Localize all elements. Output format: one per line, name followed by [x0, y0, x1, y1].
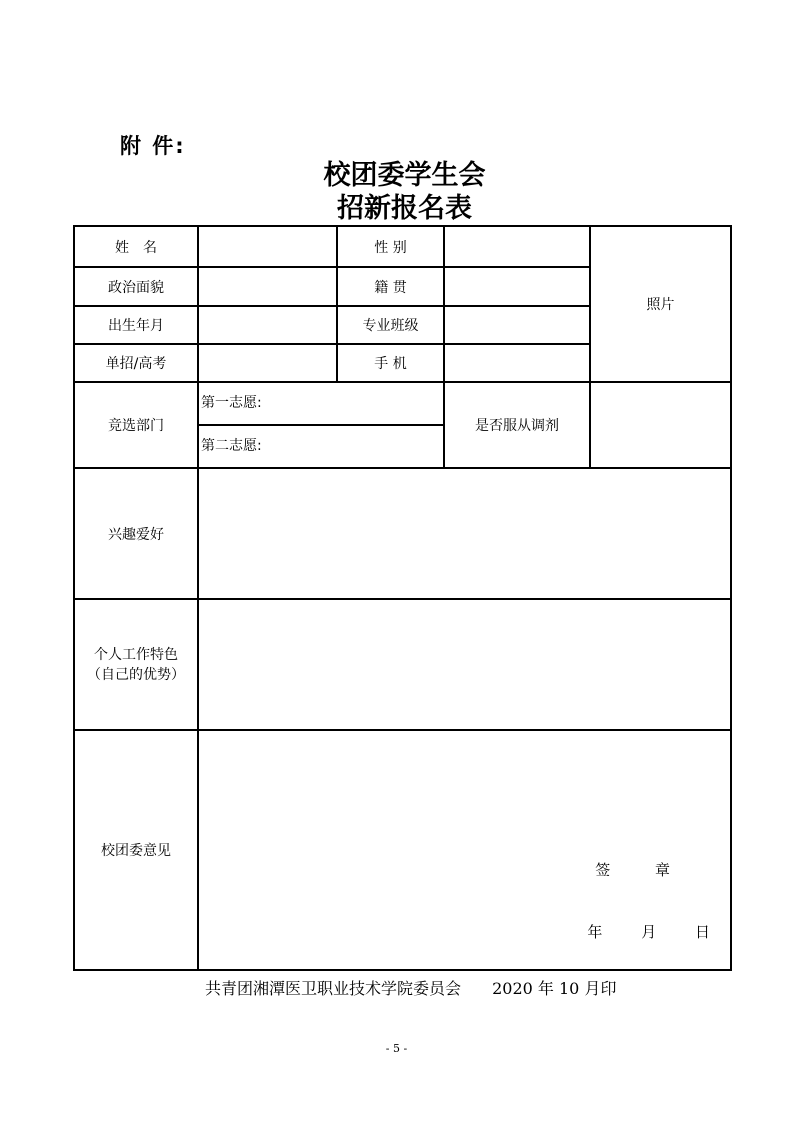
photo-box[interactable] — [590, 226, 731, 382]
seal-label: 签 章 — [595, 861, 690, 879]
adjust-label: 是否服从调剂 — [444, 382, 590, 468]
work-feature-label — [74, 599, 198, 730]
registration-form — [73, 225, 730, 967]
attachment-label: 附 件: — [120, 134, 186, 158]
first-choice-label: 第一志愿: — [201, 395, 262, 411]
work-feature-label-line1: 个人工作特色 — [94, 646, 178, 663]
second-choice-field[interactable] — [199, 426, 443, 467]
committee-opinion-label: 校团委意见 — [74, 730, 198, 970]
major-class-field[interactable] — [444, 306, 590, 344]
native-place-label: 籍 贯 — [337, 267, 444, 306]
date-year-label: 年 — [587, 923, 603, 941]
form-title-line1: 校团委学生会 — [323, 160, 486, 191]
native-place-field[interactable] — [444, 267, 590, 306]
gender-label: 性 别 — [337, 226, 444, 267]
phone-field[interactable] — [444, 344, 590, 382]
first-choice-field[interactable] — [199, 383, 443, 426]
name-label: 姓 名 — [74, 226, 198, 267]
department-label: 竞选部门 — [74, 382, 198, 468]
footer — [205, 976, 616, 999]
committee-opinion-field[interactable] — [198, 730, 731, 970]
work-feature-field[interactable] — [198, 599, 731, 730]
hobby-label: 兴趣爱好 — [74, 468, 198, 599]
footer-organization: 共青团湘潭医卫职业技术学院委员会 — [205, 979, 462, 998]
form-title-line2: 招新报名表 — [337, 193, 472, 224]
footer-print-date: 2020 年 10 月印 — [492, 979, 617, 998]
name-field[interactable] — [198, 226, 337, 267]
admission-type-field[interactable] — [198, 344, 337, 382]
major-class-label: 专业班级 — [337, 306, 444, 344]
date-day-label: 日 — [694, 923, 710, 941]
politics-label: 政治面貌 — [74, 267, 198, 306]
phone-label: 手 机 — [337, 344, 444, 382]
admission-type-label: 单招/高考 — [74, 344, 198, 382]
photo-label: 照片 — [646, 297, 675, 313]
date-month-label: 月 — [641, 923, 657, 941]
work-feature-label-line2: （自己的优势） — [87, 666, 185, 683]
birth-field[interactable] — [198, 306, 337, 344]
gender-field[interactable] — [444, 226, 590, 267]
department-choices — [198, 382, 444, 468]
second-choice-label: 第二志愿: — [201, 438, 262, 454]
adjust-field[interactable] — [590, 382, 731, 468]
politics-field[interactable] — [198, 267, 337, 306]
hobby-field[interactable] — [198, 468, 731, 599]
page-number: - 5 - — [385, 1042, 408, 1055]
date-line — [587, 921, 710, 942]
birth-label: 出生年月 — [74, 306, 198, 344]
registration-table — [73, 225, 732, 971]
